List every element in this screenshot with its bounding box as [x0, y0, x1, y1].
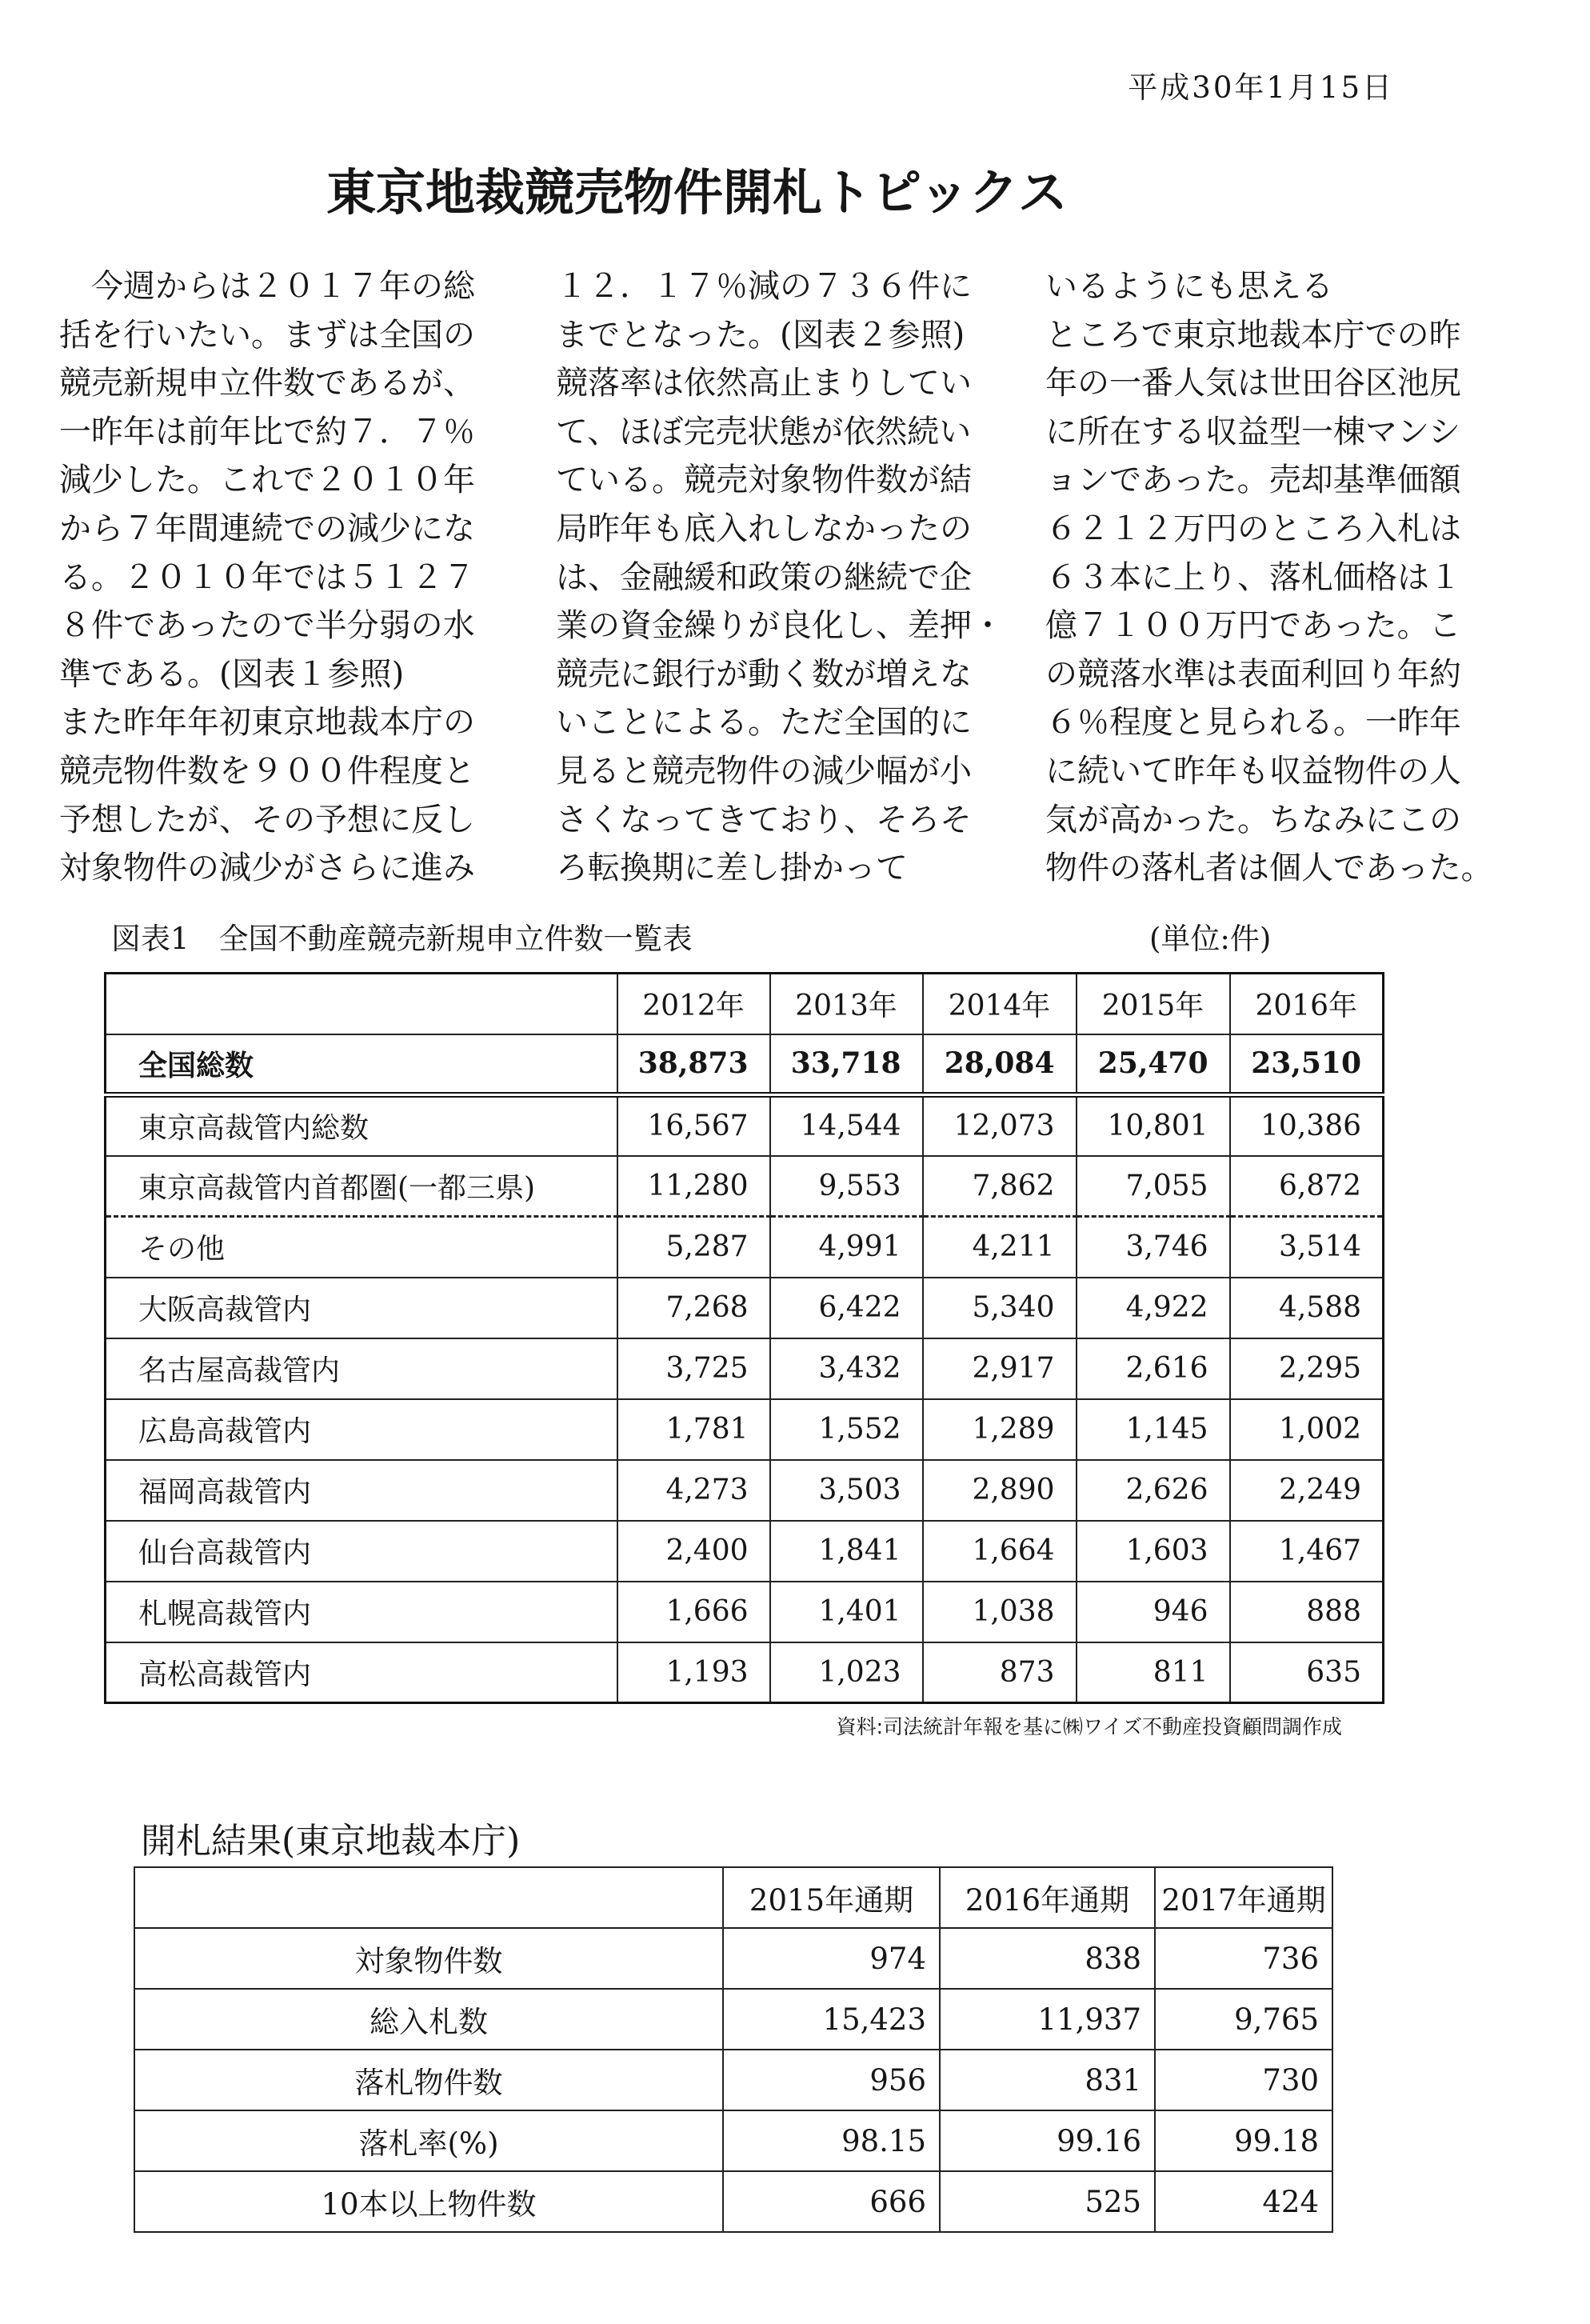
body-text-line: 準である。(図表１参照) — [59, 655, 405, 693]
table2-cell-value: 730 — [1155, 2050, 1332, 2110]
table1-cell-value: 9,553 — [770, 1156, 923, 1217]
table2-cell-value: 525 — [940, 2171, 1155, 2232]
table2-cell-value: 424 — [1155, 2171, 1332, 2232]
table2-row-label: 落札物件数 — [134, 2050, 723, 2110]
table2-cell-value: 831 — [940, 2050, 1155, 2110]
table2-cell-value: 956 — [723, 2050, 940, 2110]
body-text-line: 見ると競売物件の減少幅が小 — [556, 752, 972, 790]
table2-row-label: 10本以上物件数 — [134, 2171, 723, 2232]
table1-corner-cell — [106, 974, 617, 1034]
body-text-line: ６２１２万円のところ入札は — [1045, 510, 1461, 547]
body-text-line: 競落率は依然高止まりしてい — [556, 365, 972, 402]
table1-cell-value: 635 — [1230, 1642, 1384, 1703]
table1-cell-value: 2,626 — [1077, 1460, 1230, 1521]
table1-row-label: 大阪高裁管内 — [106, 1278, 617, 1338]
body-text-line: ８件であったので半分弱の水 — [59, 607, 475, 645]
table2-cell-value: 99.16 — [940, 2110, 1155, 2171]
table1-cell-value: 2,249 — [1230, 1460, 1384, 1521]
table1-auction-filings — [104, 972, 1384, 1704]
table1-row-label: 仙台高裁管内 — [106, 1521, 617, 1582]
table1-cell-value: 873 — [923, 1642, 1077, 1703]
table1-cell-value: 4,211 — [923, 1217, 1077, 1278]
table2-period-header: 2017年通期 — [1155, 1867, 1332, 1928]
table2-period-header: 2015年通期 — [723, 1867, 940, 1928]
table2-cell-value: 736 — [1155, 1928, 1332, 1989]
table1-cell-value: 1,841 — [770, 1521, 923, 1582]
table1-cell-value: 1,145 — [1077, 1399, 1230, 1460]
table2-cell-value: 99.18 — [1155, 2110, 1332, 2171]
body-text-line: 気が高かった。ちなみにこの — [1045, 801, 1461, 838]
table1-header-row — [106, 974, 1384, 1034]
table1-cell-value: 5,287 — [617, 1217, 770, 1278]
table1-cell-value: 1,552 — [770, 1399, 923, 1460]
document-date: 平成30年1月15日 — [1128, 70, 1394, 105]
body-column-1 — [59, 262, 515, 893]
table2-row — [134, 2050, 1332, 2110]
table1-row-label: 名古屋高裁管内 — [106, 1338, 617, 1399]
body-text-line: 物件の落札者は個人であった。 — [1045, 850, 1493, 887]
table1-cell-value: 3,514 — [1230, 1217, 1384, 1278]
table1-row — [106, 1095, 1384, 1156]
body-text-line: から７年間連続での減少にな — [59, 510, 475, 547]
table1-year-header: 2014年 — [923, 974, 1077, 1034]
table1-row-label: 東京高裁管内総数 — [106, 1095, 617, 1156]
table1-caption: 図表1 全国不動産競売新規申立件数一覧表 — [111, 922, 693, 956]
body-text-line: 減少した。これで２０１０年 — [59, 462, 475, 499]
document-title: 東京地裁競売物件開札トピックス — [326, 163, 1068, 222]
table1-year-header: 2012年 — [617, 974, 770, 1034]
table1-row — [106, 1217, 1384, 1278]
table1-row-label: 全国総数 — [106, 1034, 617, 1095]
table1-cell-value: 2,295 — [1230, 1338, 1384, 1399]
body-text-line: 業の資金繰りが良化し、差押・ — [556, 607, 1004, 645]
table1-cell-value: 1,781 — [617, 1399, 770, 1460]
table1-body — [106, 1034, 1384, 1703]
table2-row — [134, 1989, 1332, 2050]
table1-cell-value: 6,422 — [770, 1278, 923, 1338]
table2-row — [134, 1928, 1332, 1989]
table1-cell-value: 811 — [1077, 1642, 1230, 1703]
table1-cell-value: 7,055 — [1077, 1156, 1230, 1217]
table1-cell-value: 3,432 — [770, 1338, 923, 1399]
body-text-line: ている。競売対象物件数が結 — [556, 462, 972, 499]
body-text-line: 予想したが、その予想に反し — [59, 801, 475, 838]
body-text-line: ろ転換期に差し掛かって — [556, 850, 908, 887]
table1-row — [106, 1460, 1384, 1521]
table1-row — [106, 1642, 1384, 1703]
table2-caption: 開札結果(東京地裁本庁) — [141, 1821, 521, 1862]
table1-cell-value: 7,862 — [923, 1156, 1077, 1217]
table1-row-label: 札幌高裁管内 — [106, 1582, 617, 1642]
body-text-line: 一昨年は前年比で約７．７％ — [59, 413, 475, 450]
table1-row — [106, 1399, 1384, 1460]
body-text-line: 年の一番人気は世田谷区池尻 — [1045, 365, 1461, 402]
table1-cell-value: 3,746 — [1077, 1217, 1230, 1278]
body-text-line: る。２０１０年では５１２７ — [59, 558, 475, 596]
body-text-line: 競売新規申立件数であるが、 — [59, 365, 475, 402]
table1-year-header: 2016年 — [1230, 974, 1384, 1034]
table1-cell-value: 1,603 — [1077, 1521, 1230, 1582]
table1-row — [106, 1338, 1384, 1399]
table1-cell-value: 2,917 — [923, 1338, 1077, 1399]
table1-cell-value: 10,386 — [1230, 1095, 1384, 1156]
table1-cell-value: 25,470 — [1077, 1034, 1230, 1095]
body-text-line: 対象物件の減少がさらに進み — [59, 850, 475, 887]
table2-cell-value: 98.15 — [723, 2110, 940, 2171]
body-column-2 — [556, 262, 1012, 893]
table2-corner-cell — [134, 1867, 723, 1928]
table1-cell-value: 12,073 — [923, 1095, 1077, 1156]
table2-cell-value: 974 — [723, 1928, 940, 1989]
table1-cell-value: 11,280 — [617, 1156, 770, 1217]
table1-cell-value: 28,084 — [923, 1034, 1077, 1095]
table1-cell-value: 2,890 — [923, 1460, 1077, 1521]
table1-cell-value: 7,268 — [617, 1278, 770, 1338]
table1-row — [106, 1582, 1384, 1642]
table1-cell-value: 16,567 — [617, 1095, 770, 1156]
table2-row — [134, 2171, 1332, 2232]
body-text-line: 競売に銀行が動く数が増えな — [556, 655, 972, 693]
table1-cell-value: 23,510 — [1230, 1034, 1384, 1095]
table1-row — [106, 1521, 1384, 1582]
table2-row-label: 総入札数 — [134, 1989, 723, 2050]
table1-cell-value: 4,991 — [770, 1217, 923, 1278]
table2-row-label: 対象物件数 — [134, 1928, 723, 1989]
table1-cell-value: 4,588 — [1230, 1278, 1384, 1338]
body-text-line: ところで東京地裁本庁での昨 — [1045, 316, 1461, 354]
body-text-line: １２．１７％減の７３６件に — [556, 268, 972, 305]
table2-cell-value: 11,937 — [940, 1989, 1155, 2050]
body-text-line: に続いて昨年も収益物件の人 — [1045, 752, 1461, 790]
body-text-line: に所在する収益型一棟マンシ — [1045, 413, 1460, 450]
table2-cell-value: 838 — [940, 1928, 1155, 1989]
table1-year-header: 2013年 — [770, 974, 923, 1034]
table1-year-header: 2015年 — [1077, 974, 1230, 1034]
body-text-line: 局昨年も底入れしなかったの — [556, 510, 972, 547]
body-column-3 — [1045, 262, 1501, 893]
body-text-line: 今週からは２０１７年の総 — [91, 268, 475, 305]
table2-body — [134, 1928, 1332, 2232]
table2-cell-value: 9,765 — [1155, 1989, 1332, 2050]
body-text-line: て、ほぼ完売状態が依然続い — [556, 413, 972, 450]
body-text-line: ６３本に上り、落札価格は１ — [1045, 558, 1461, 596]
table1-row-label: 広島高裁管内 — [106, 1399, 617, 1460]
table1-cell-value: 14,544 — [770, 1095, 923, 1156]
table1-cell-value: 888 — [1230, 1582, 1384, 1642]
table2-cell-value: 666 — [723, 2171, 940, 2232]
table1-cell-value: 1,289 — [923, 1399, 1077, 1460]
body-text-line: 括を行いたい。まずは全国の — [59, 316, 475, 354]
table1-cell-value: 1,467 — [1230, 1521, 1384, 1582]
table1-cell-value: 2,616 — [1077, 1338, 1230, 1399]
table2-row — [134, 2110, 1332, 2171]
body-text-line: いるようにも思える — [1045, 268, 1333, 305]
table1-cell-value: 1,193 — [617, 1642, 770, 1703]
table1-row — [106, 1156, 1384, 1217]
table1-cell-value: 1,023 — [770, 1642, 923, 1703]
table1-cell-value: 1,401 — [770, 1582, 923, 1642]
table1-row-label: 福岡高裁管内 — [106, 1460, 617, 1521]
table1-cell-value: 38,873 — [617, 1034, 770, 1095]
body-text-line: 競売物件数を９００件程度と — [59, 752, 475, 790]
table1-row-label: 高松高裁管内 — [106, 1642, 617, 1703]
table2-bid-results — [134, 1866, 1333, 2233]
body-text-line: までとなった。(図表２参照) — [556, 316, 965, 354]
table1-row-label: 東京高裁管内首都圏(一都三県) — [106, 1156, 617, 1217]
table1-row — [106, 1278, 1384, 1338]
table1-cell-value: 1,038 — [923, 1582, 1077, 1642]
table2-header-row — [134, 1867, 1332, 1928]
body-text-line: さくなってきており、そろそ — [556, 801, 972, 838]
body-text-line: 億７１００万円であった。こ — [1045, 607, 1461, 645]
table1-cell-value: 33,718 — [770, 1034, 923, 1095]
table1-cell-value: 1,666 — [617, 1582, 770, 1642]
table1-cell-value: 1,002 — [1230, 1399, 1384, 1460]
body-text-line: は、金融緩和政策の継続で企 — [556, 558, 972, 596]
body-text-line: ６％程度と見られる。一昨年 — [1045, 704, 1461, 742]
table1-cell-value: 10,801 — [1077, 1095, 1230, 1156]
table1-source-note: 資料:司法統計年報を基に㈱ワイズ不動産投資顧問調作成 — [836, 1715, 1342, 1738]
table2-row-label: 落札率(%) — [134, 2110, 723, 2171]
table1-cell-value: 1,664 — [923, 1521, 1077, 1582]
table1-cell-value: 5,340 — [923, 1278, 1077, 1338]
body-text-line: また昨年年初東京地裁本庁の — [59, 704, 475, 742]
table2-period-header: 2016年通期 — [940, 1867, 1155, 1928]
table1-unit-label: (単位:件) — [1149, 922, 1272, 956]
table1-row — [106, 1034, 1384, 1095]
table1-cell-value: 946 — [1077, 1582, 1230, 1642]
body-text-line: ョンであった。売却基準価額 — [1045, 462, 1461, 499]
table1-cell-value: 4,922 — [1077, 1278, 1230, 1338]
body-text-line: いことによる。ただ全国的に — [556, 704, 972, 742]
table1-cell-value: 3,503 — [770, 1460, 923, 1521]
table1-cell-value: 6,872 — [1230, 1156, 1384, 1217]
table2-cell-value: 15,423 — [723, 1989, 940, 2050]
table1-cell-value: 4,273 — [617, 1460, 770, 1521]
table1-row-label: その他 — [106, 1217, 617, 1278]
table1-cell-value: 2,400 — [617, 1521, 770, 1582]
table1-cell-value: 3,725 — [617, 1338, 770, 1399]
body-text-line: の競落水準は表面利回り年約 — [1045, 655, 1461, 693]
